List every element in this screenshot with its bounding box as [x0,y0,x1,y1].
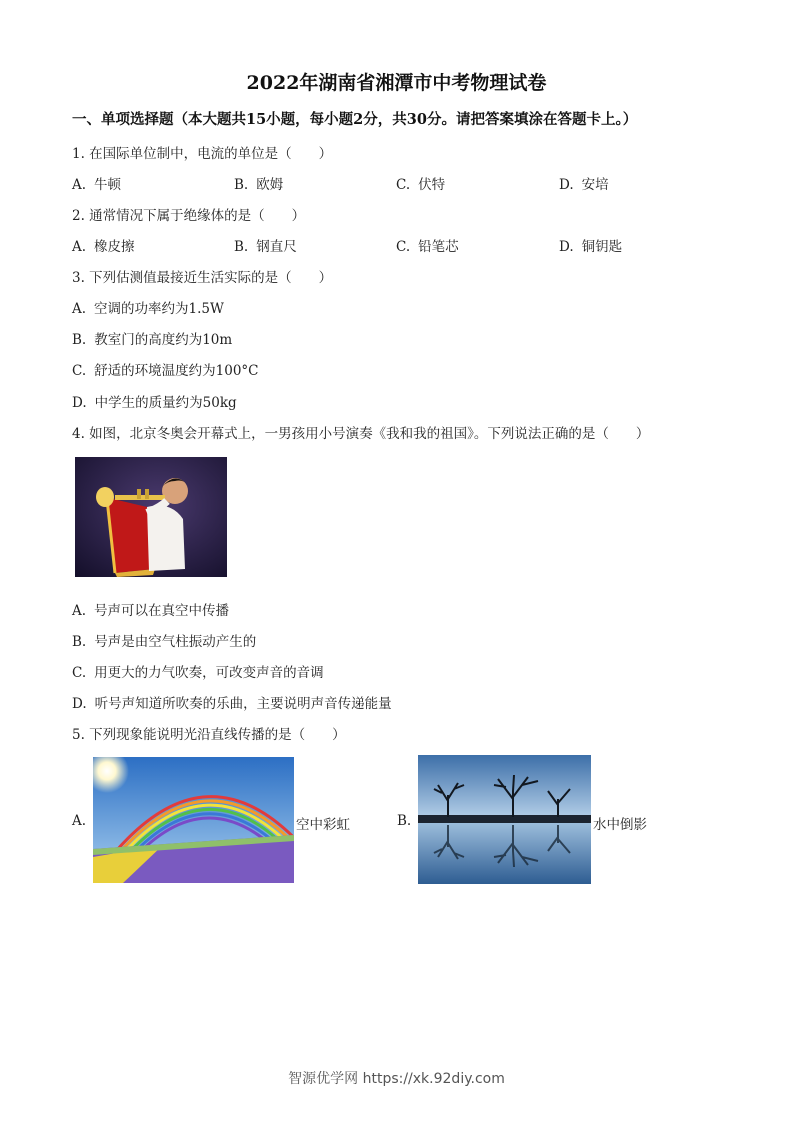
trumpet-boy-photo [75,457,227,577]
q3-option-b: B. 教室门的高度约为10m [72,332,233,348]
section-heading: 一、单项选择题（本大题共15小题，每小题2分，共30分。请把答案填涂在答题卡上。） [72,111,638,128]
q2-option-a: A. 橡皮擦 [72,239,135,255]
q2-option-b: B. 钢直尺 [234,239,297,255]
q1-option-a: A. 牛顿 [72,177,122,193]
q3-option-d: D. 中学生的质量约为50kg [72,395,237,411]
q5-option-a-text: 空中彩虹 [296,817,350,833]
question-2-text: 2. 通常情况下属于绝缘体的是（ ） [72,208,306,224]
q3-option-c: C. 舒适的环境温度约为100°C [72,363,259,379]
q4-option-b: B. 号声是由空气柱振动产生的 [72,634,257,650]
q3-option-a: A. 空调的功率约为1.5W [72,301,224,317]
question-5-text: 5. 下列现象能说明光沿直线传播的是（ ） [72,727,346,743]
rainbow-photo [93,757,294,883]
q2-option-d: D. 铜钥匙 [559,239,623,255]
q1-option-b: B. 欧姆 [234,177,284,193]
question-1-text: 1. 在国际单位制中，电流的单位是（ ） [72,146,333,162]
q4-option-d: D. 听号声知道所吹奏的乐曲，主要说明声音传递能量 [72,696,392,712]
exam-title: 2022年湖南省湘潭市中考物理试卷 [246,72,547,94]
water-reflection-photo [418,755,591,884]
q5-option-b-letter: B. [397,813,412,829]
question-3-text: 3. 下列估测值最接近生活实际的是（ ） [72,270,333,286]
q1-option-d: D. 安培 [559,177,609,193]
q2-option-c: C. 铅笔芯 [396,239,459,255]
q5-option-a-letter: A. [72,813,87,829]
q5-option-b-text: 水中倒影 [593,817,647,833]
q4-option-c: C. 用更大的力气吹奏，可改变声音的音调 [72,665,324,681]
q1-option-c: C. 伏特 [396,177,446,193]
q4-option-a: A. 号声可以在真空中传播 [72,603,230,619]
footer-watermark: 智源优学网 https://xk.92diy.com [288,1071,505,1087]
question-4-text: 4. 如图，北京冬奥会开幕式上，一男孩用小号演奏《我和我的祖国》。下列说法正确的是（ ） [72,426,650,442]
